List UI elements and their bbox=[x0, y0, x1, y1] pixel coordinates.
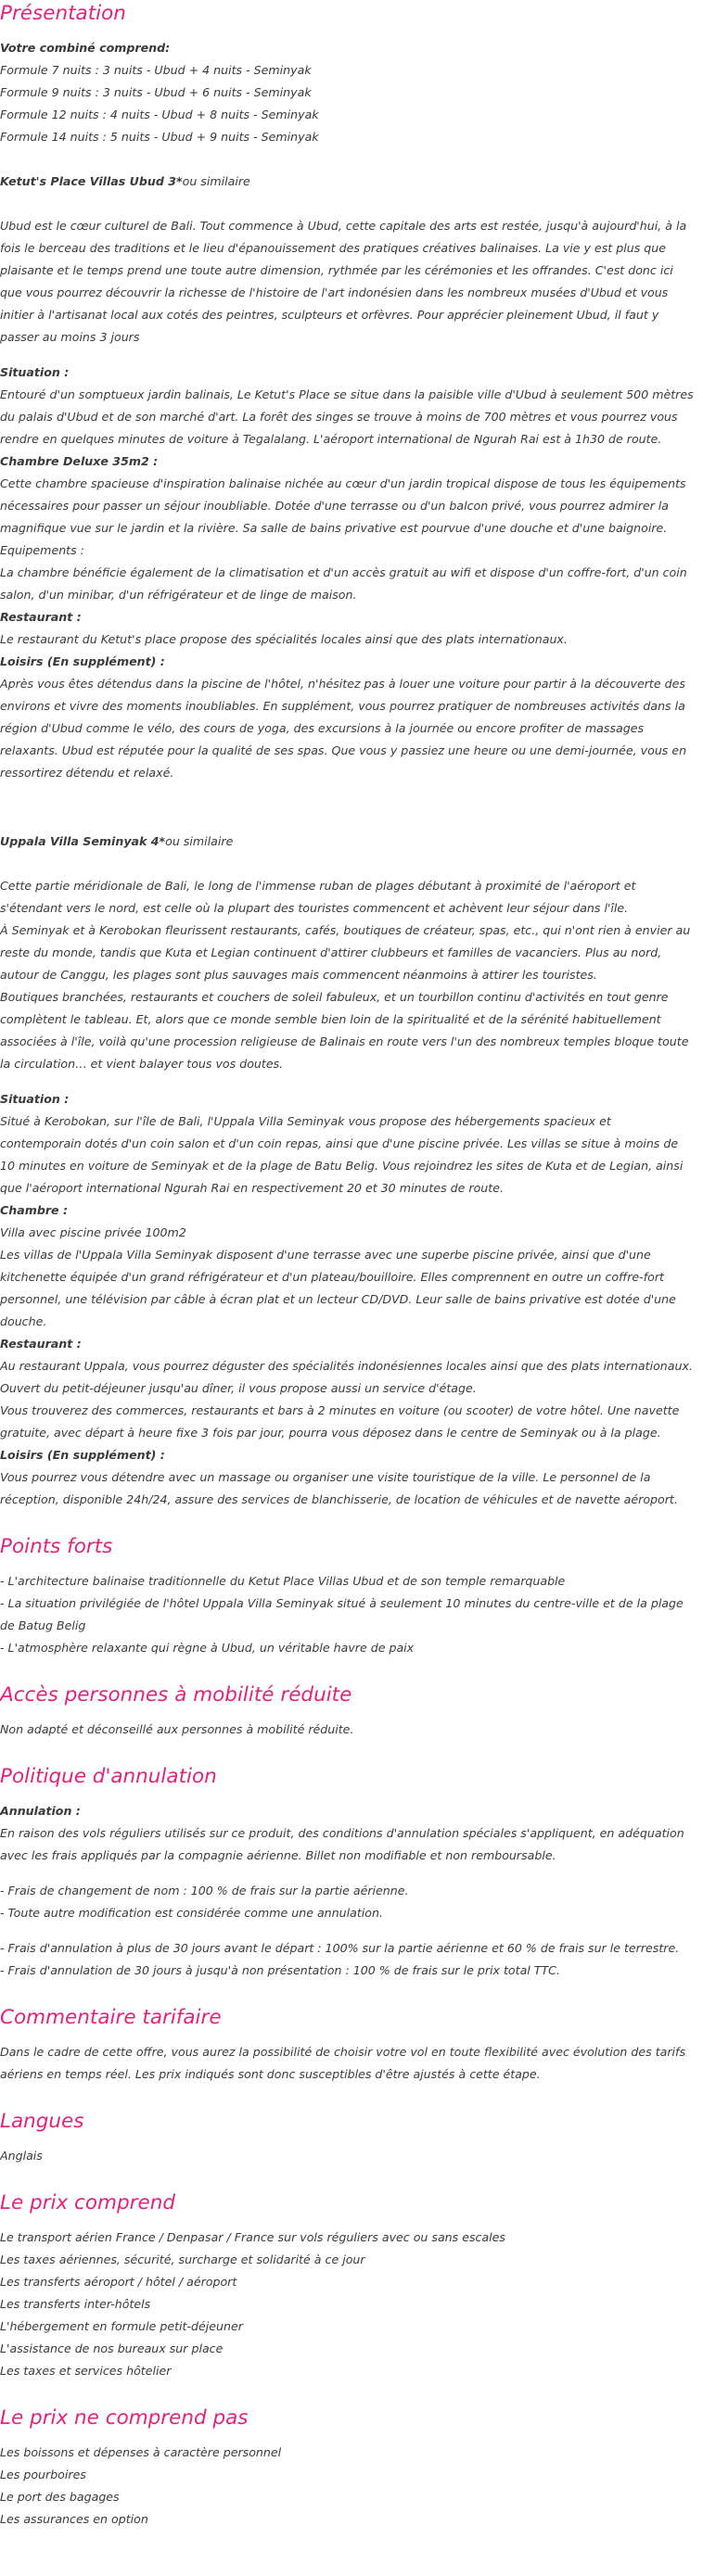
hotel1-situation: Entouré d'un somptueux jardin balinais, Le Ketut's Place se situe dans la paisible ville d'Ubud à seulement 500 mètres du palais d'Ubud et de son marché d'art. La forêt des singes se trouve à moins de 700 mètres et vous pourrez vous rendre en quelques minutes de voiture à Tegalalang. L'aéroport international de Ngurah Rai est à 1h30 de route. bbox=[0, 387, 694, 446]
annulation-fee-item: - Toute autre modification est considérée comme une annulation. bbox=[0, 1906, 383, 1920]
hotel1-equipment-label: Equipements : bbox=[0, 543, 84, 557]
formula-item: Formule 7 nuits : 3 nuits - Ubud + 4 nuits - Seminyak bbox=[0, 63, 312, 77]
section-title-mobilite: Accès personnes à mobilité réduite bbox=[0, 1683, 352, 1707]
formula-item: Formule 14 nuits : 5 nuits - Ubud + 9 nuits - Seminyak bbox=[0, 130, 319, 144]
hotel2-restaurant: Au restaurant Uppala, vous pourrez déguster des spécialités indonésiennes locales ainsi que des plats internationaux. Ouvert du petit-déjeuner jusqu'au dîner, il vous propose aussi un service d'étage. bbox=[0, 1359, 693, 1395]
hotel1-heading bbox=[0, 171, 696, 193]
annulation-fee-item: - Frais d'annulation de 30 jours à jusqu'à non présentation : 100 % de frais sur le prix total TTC. bbox=[0, 1963, 560, 1977]
hotel1-suffix: ou similaire bbox=[182, 174, 250, 188]
prix-comprend-item: Les taxes aériennes, sécurité, surcharge et solidarité à ce jour bbox=[0, 2252, 365, 2266]
hotel2-room-title: Villa avec piscine privée 100m2 bbox=[0, 1225, 186, 1239]
hotel1-leisure: Après vous êtes détendus dans la piscine de l'hôtel, n'hésitez pas à louer une voiture pour partir à la découverte des environs et vivre des moments inoubliables. En supplément, vous pourrez pratiquer de nombreuses activités dans la région d'Ubud comme le vélo, des cours de yoga, des excursions à la journée ou encore profiter de massages relaxants. Ubud est réputée pour la qualité de ses spas. Que vous y passiez une heure ou une demi-journée, vous en ressortirez détendu et relaxé. bbox=[0, 677, 687, 780]
section-title-annulation: Politique d'annulation bbox=[0, 1765, 217, 1788]
formula-item: Formule 12 nuits : 4 nuits - Ubud + 8 nuits - Seminyak bbox=[0, 108, 319, 121]
annulation-fee-item: - Frais d'annulation à plus de 30 jours avant le départ : 100% sur la partie aérienne et 60 % de frais sur le terrestre. bbox=[0, 1941, 680, 1955]
points-forts-item: - L'architecture balinaise traditionnelle du Ketut Place Villas Ubud et de son temple remarquable bbox=[0, 1574, 566, 1588]
hotel2-situation: Situé à Kerobokan, sur l'île de Bali, l'Uppala Villa Seminyak vous propose des hébergements spacieux et contemporain dotés d'un coin salon et d'un coin repas, ainsi que d'une piscine privée. Les villas se situe à moins de 10 minutes en voiture de Seminyak et de la plage de Batu Belig. Vous rejoindrez les sites de Kuta et de Legian, ainsi que l'aéroport international Ngurah Rai en respectivement 20 et 30 minutes de route. bbox=[0, 1114, 684, 1195]
annulation-text: En raison des vols réguliers utilisés sur ce produit, des conditions d'annulation spéciales s'appliquent, en adéquation avec les frais appliqués par la compagnie aérienne. Billet non modifiable et non remboursable. bbox=[0, 1826, 684, 1862]
prix-comprend-item: L'assistance de nos bureaux sur place bbox=[0, 2341, 224, 2355]
prix-ne-comprend-item: Les assurances en option bbox=[0, 2512, 148, 2526]
section-title-langues: Langues bbox=[0, 2110, 84, 2133]
points-forts-list bbox=[0, 1570, 696, 1659]
langues-text: Anglais bbox=[0, 2149, 43, 2163]
prix-ne-comprend-item: Les pourboires bbox=[0, 2468, 86, 2481]
tarifaire-text: Dans le cadre de cette offre, vous aurez la possibilité de choisir votre vol en toute flexibilité avec évolution des tarifs aériens en temps réel. Les prix indiqués sont donc susceptibles d'être ajustés à cette étape. bbox=[0, 2045, 686, 2081]
prix-comprend-item: Les taxes et services hôtelier bbox=[0, 2364, 172, 2378]
formula-list bbox=[0, 59, 696, 148]
hotel1-room: Cette chambre spacieuse d'inspiration balinaise nichée au cœur d'un jardin tropical dispose de tous les équipements nécessaires pour passer un séjour inoubliable. Dotée d'une terrasse ou d'un balcon privé, vous pourrez admirer la magnifique vue sur le jardin et la rivière. Sa salle de bains privative est pourvue d'une douche et d'une baignoire. bbox=[0, 476, 686, 535]
mobilite-text: Non adapté et déconseillé aux personnes à mobilité réduite. bbox=[0, 1722, 354, 1736]
section-title-points-forts: Points forts bbox=[0, 1535, 113, 1558]
hotel2-intro: Cette partie méridionale de Bali, le long de l'immense ruban de plages débutant à proximité de l'aéroport et s'étendant vers le nord, est celle où la plupart des touristes commencent et achèvent leur séjour dans l'île. bbox=[0, 879, 636, 915]
prix-comprend-list bbox=[0, 2227, 696, 2382]
annulation-label: Annulation : bbox=[0, 1804, 81, 1818]
annulation-fees-1 bbox=[0, 1880, 696, 1924]
annulation-fees-2 bbox=[0, 1937, 696, 1982]
annulation-fee-item: - Frais de changement de nom : 100 % de frais sur la partie aérienne. bbox=[0, 1884, 409, 1897]
hotel1-intro: Ubud est le cœur culturel de Bali. Tout commence à Ubud, cette capitale des arts est restée, jusqu'à aujourd'hui, à la fois le berceau des traditions et le lieu d'épanouissement des pratiques créatives balinaises. La vie y est plus que plaisante et le temps prend une toute autre dimension, rythmée par les cérémonies et les offrandes. C'est donc ici que vous pourrez découvrir la richesse de l'histoire de l'art indonésien dans les nombreux musées d'Ubud et vous initier à l'artisanat local aux cotés des peintres, sculpteurs et orfèvres. Pour apprécier pleinement Ubud, il faut y passer au moins 3 jours bbox=[0, 219, 687, 344]
prix-comprend-item: Le transport aérien France / Denpasar / France sur vols réguliers avec ou sans escales bbox=[0, 2230, 505, 2244]
formula-item: Formule 9 nuits : 3 nuits - Ubud + 6 nuits - Seminyak bbox=[0, 85, 312, 99]
hotel1-leisure-label: Loisirs (En supplément) : bbox=[0, 654, 165, 668]
hotel2-restaurant2: Vous trouverez des commerces, restaurants et bars à 2 minutes en voiture (ou scooter) de votre hôtel. Une navette gratuite, avec départ à heure fixe 3 fois par jour, pourra vous déposez dans le centre de Seminyak ou à la plage. bbox=[0, 1403, 680, 1440]
hotel2-room-label: Chambre : bbox=[0, 1203, 69, 1217]
hotel2-intro3: Boutiques branchées, restaurants et couchers de soleil fabuleux, et un tourbillon continu d'activités en tout genre complètent le tableau. Et, alors que ce monde semble bien loin de la spiritualité et de la sérénité habituellement associées à l'île, voilà qu'une procession religieuse de Balinais en route vers l'un des nombreux temples bloque toute la circulation… et vient balayer tous vos doutes. bbox=[0, 990, 689, 1071]
section-title-presentation: Présentation bbox=[0, 2, 126, 25]
hotel1-situation-label: Situation : bbox=[0, 365, 70, 379]
hotel2-leisure-label: Loisirs (En supplément) : bbox=[0, 1448, 165, 1462]
prix-comprend-item: Les transferts aéroport / hôtel / aéroport bbox=[0, 2275, 237, 2289]
hotel2-restaurant-label: Restaurant : bbox=[0, 1337, 82, 1351]
prix-comprend-item: Les transferts inter-hôtels bbox=[0, 2297, 151, 2311]
hotel2-room: Les villas de l'Uppala Villa Seminyak disposent d'une terrasse avec une superbe piscine privée, ainsi que d'une kitchenette équipée d'un grand réfrigérateur et d'un plateau/bouilloire. Elles comprennent en outre un coffre-fort personnel, une télévision par câble à écran plat et un lecteur CD/DVD. Leur salle de bains privative est dotée d'une douche. bbox=[0, 1248, 676, 1328]
hotel2-name: Uppala Villa Seminyak 4* bbox=[0, 834, 166, 848]
hotel2-situation-label: Situation : bbox=[0, 1092, 70, 1106]
hotel1-equipment: La chambre bénéficie également de la climatisation et d'un accès gratuit au wifi et dispose d'un coffre-fort, d'un coin salon, d'un minibar, d'un réfrigérateur et de linge de maison. bbox=[0, 565, 687, 602]
hotel2-leisure: Vous pourrez vous détendre avec un massage ou organiser une visite touristique de la ville. Le personnel de la réception, disponible 24h/24, assure des services de blanchisserie, de location de véhicules et de navette aéroport. bbox=[0, 1470, 678, 1506]
section-title-tarifaire: Commentaire tarifaire bbox=[0, 2006, 222, 2029]
hotel1-room-label: Chambre Deluxe 35m2 : bbox=[0, 454, 159, 468]
hotel2-suffix: ou similaire bbox=[165, 834, 234, 848]
hotel1-name: Ketut's Place Villas Ubud 3* bbox=[0, 174, 183, 188]
hotel2-intro2: À Seminyak et à Kerobokan fleurissent restaurants, cafés, boutiques de créateur, spas, etc., qui n'ont rien à envier au reste du monde, tandis que Kuta et Legian continuent d'attirer clubbeurs et familles de vacanciers. Plus au nord, autour de Canggu, les plages sont plus sauvages mais commencent néanmoins à attirer les touristes. bbox=[0, 923, 691, 982]
prix-ne-comprend-item: Les boissons et dépenses à caractère personnel bbox=[0, 2445, 282, 2459]
prix-comprend-item: L'hébergement en formule petit-déjeuner bbox=[0, 2319, 243, 2333]
section-title-prix-ne-comprend: Le prix ne comprend pas bbox=[0, 2406, 249, 2430]
section-title-prix-comprend: Le prix comprend bbox=[0, 2191, 175, 2214]
prix-ne-comprend-list bbox=[0, 2442, 696, 2531]
hotel1-restaurant-label: Restaurant : bbox=[0, 610, 82, 624]
hotel2-heading bbox=[0, 831, 696, 853]
hotel1-restaurant: Le restaurant du Ketut's place propose des spécialités locales ainsi que des plats internationaux. bbox=[0, 632, 568, 646]
points-forts-item: - L'atmosphère relaxante qui règne à Ubud, un véritable havre de paix bbox=[0, 1641, 415, 1655]
prix-ne-comprend-item: Le port des bagages bbox=[0, 2490, 120, 2504]
combo-label: Votre combiné comprend: bbox=[0, 41, 171, 55]
points-forts-item: - La situation privilégiée de l'hôtel Uppala Villa Seminyak situé à seulement 10 minutes du centre-ville et de la plage de Batug Belig bbox=[0, 1596, 684, 1632]
